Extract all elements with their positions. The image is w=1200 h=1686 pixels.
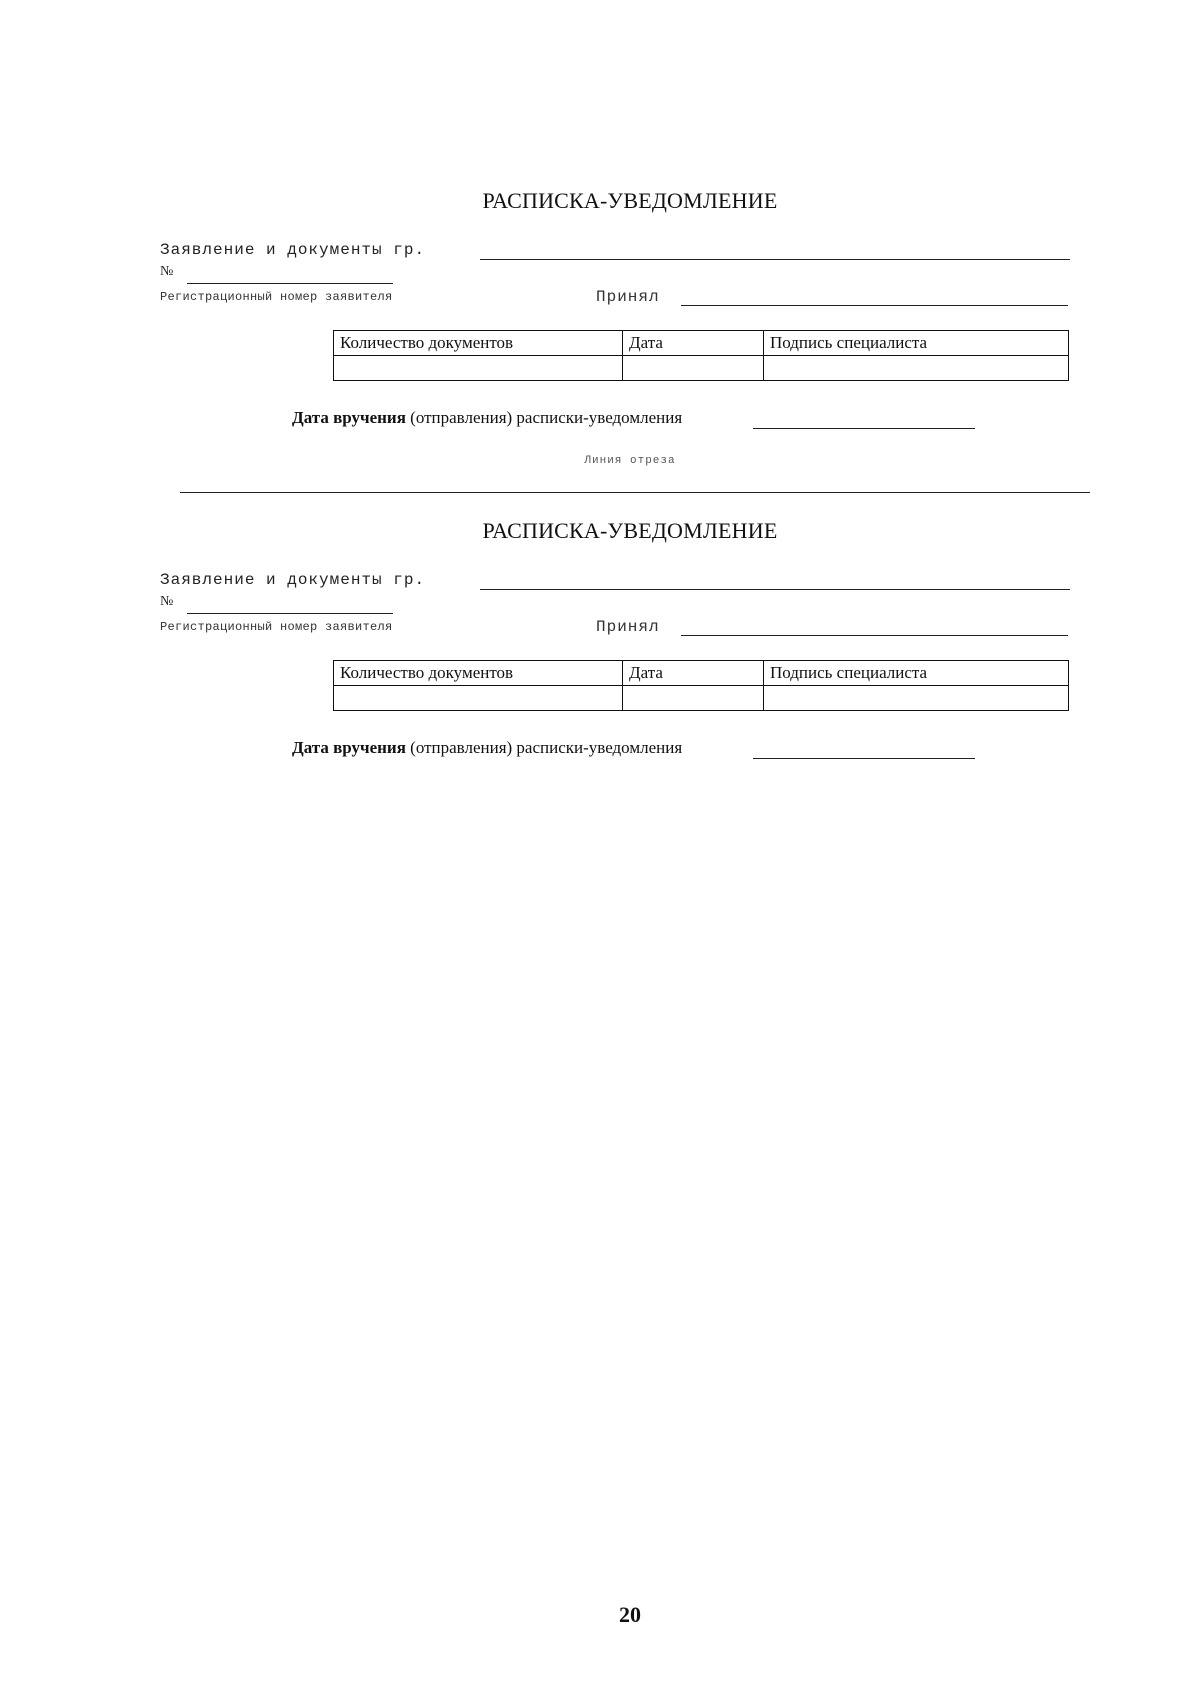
table-row [334, 686, 1069, 711]
receipt-1-title: РАСПИСКА-УВЕДОМЛЕНИЕ [482, 188, 778, 213]
doc-count-header: Количество документов [334, 661, 623, 686]
receipt-2-delivery-row [292, 738, 682, 758]
date-header: Дата [623, 661, 764, 686]
receipt-2-registration-label: Регистрационный номер заявителя [160, 620, 393, 634]
receipt-2-documents-table [333, 660, 1069, 711]
receipt-1-application-label: Заявление и документы гр. [160, 241, 426, 259]
receipt-2-delivery-date-line [753, 758, 975, 759]
receipt-2-applicant-name-line [480, 589, 1070, 590]
delivery-date-label: Дата вручения [292, 408, 406, 427]
receipt-1-applicant-name-line [480, 259, 1070, 260]
cut-line [180, 492, 1090, 493]
table-row [334, 356, 1069, 381]
delivery-date-text: (отправления) расписки-уведомления [410, 738, 683, 757]
receipt-1-delivery-row [292, 408, 682, 428]
table-header-row [334, 331, 1069, 356]
date-cell [623, 356, 764, 381]
receipt-2-accepted-line [681, 635, 1068, 636]
receipt-1-number-sign: № [160, 264, 174, 279]
receipt-1-documents-table [333, 330, 1069, 381]
receipt-2-title: РАСПИСКА-УВЕДОМЛЕНИЕ [482, 518, 778, 543]
signature-cell [764, 356, 1069, 381]
signature-header: Подпись специалиста [764, 331, 1069, 356]
delivery-date-text: (отправления) расписки-уведомления [410, 408, 683, 427]
receipt-2-number-sign: № [160, 594, 174, 609]
receipt-1-registration-label: Регистрационный номер заявителя [160, 290, 393, 304]
doc-count-cell [334, 356, 623, 381]
receipt-1-delivery-date-line [753, 428, 975, 429]
signature-header: Подпись специалиста [764, 661, 1069, 686]
cut-line-label: Линия отреза [584, 455, 676, 467]
doc-count-header: Количество документов [334, 331, 623, 356]
receipt-2-application-label: Заявление и документы гр. [160, 571, 426, 589]
receipt-2-accepted-label: Принял [596, 618, 660, 636]
receipt-1-accepted-label: Принял [596, 288, 660, 306]
receipt-2-number-line [187, 613, 393, 614]
doc-count-cell [334, 686, 623, 711]
page-number: 20 [619, 1602, 641, 1627]
signature-cell [764, 686, 1069, 711]
date-header: Дата [623, 331, 764, 356]
date-cell [623, 686, 764, 711]
table-header-row [334, 661, 1069, 686]
receipt-1-accepted-line [681, 305, 1068, 306]
delivery-date-label: Дата вручения [292, 738, 406, 757]
receipt-1-number-line [187, 283, 393, 284]
